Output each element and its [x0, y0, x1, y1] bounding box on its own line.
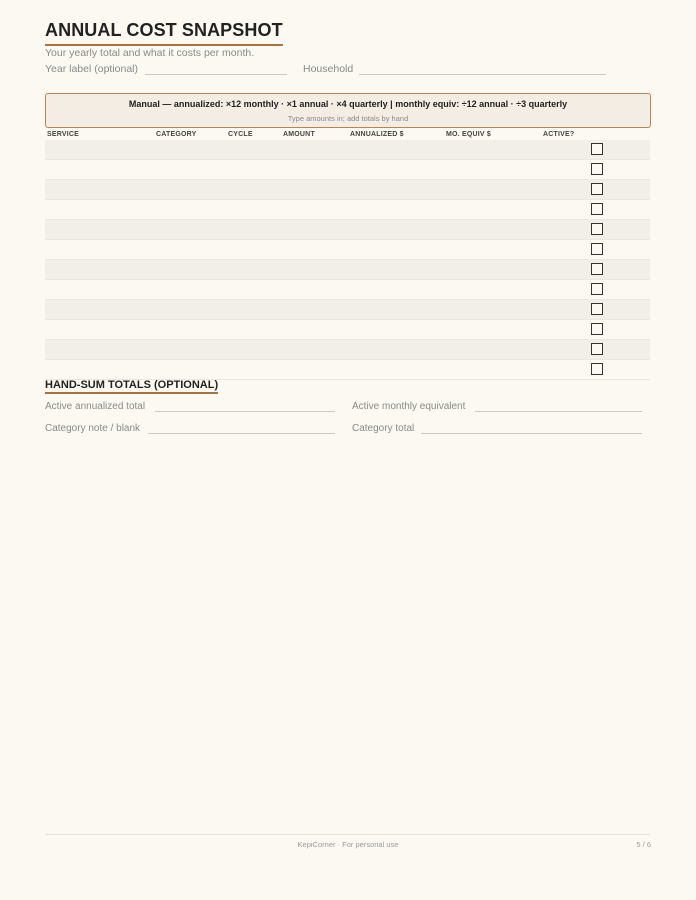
table-row [45, 140, 650, 160]
table-row [45, 320, 650, 340]
column-header-amount: AMOUNT [283, 131, 315, 138]
active-checkbox[interactable] [591, 143, 603, 155]
table-row [45, 300, 650, 320]
footer-divider [45, 834, 650, 835]
footer-brand: KepiCorner · For personal use [297, 840, 399, 849]
totals-section-title: HAND-SUM TOTALS (OPTIONAL) [45, 379, 218, 394]
table-row [45, 340, 650, 360]
table-row [45, 200, 650, 220]
active-monthly-field[interactable] [475, 411, 642, 412]
active-checkbox[interactable] [591, 343, 603, 355]
active-annualized-field[interactable] [155, 411, 335, 412]
table-row [45, 360, 650, 380]
active-checkbox[interactable] [591, 283, 603, 295]
table-row [45, 220, 650, 240]
active-checkbox[interactable] [591, 183, 603, 195]
year-field[interactable] [145, 74, 287, 75]
banner-instructions: Type amounts in; add totals by hand [287, 114, 409, 123]
active-checkbox[interactable] [591, 263, 603, 275]
column-header-category: CATEGORY [156, 131, 197, 138]
household-field[interactable] [359, 74, 606, 75]
active-checkbox[interactable] [591, 323, 603, 335]
active-checkbox[interactable] [591, 163, 603, 175]
active-checkbox[interactable] [591, 203, 603, 215]
column-header-annualized: ANNUALIZED $ [350, 131, 404, 138]
active-checkbox[interactable] [591, 243, 603, 255]
cost-table [45, 140, 650, 380]
page-number: 5 / 6 [636, 840, 651, 849]
table-row [45, 180, 650, 200]
table-row [45, 160, 650, 180]
banner-formula-text: Manual — annualized: ×12 monthly · ×1 annual · ×4 quarterly | monthly equiv: ÷12 annual · ÷3 quarterly [128, 99, 568, 109]
active-monthly-label: Active monthly equivalent [352, 401, 466, 412]
table-row [45, 260, 650, 280]
formula-banner [45, 93, 651, 128]
column-header-active: ACTIVE? [543, 131, 575, 138]
category-total-label: Category total [352, 423, 415, 434]
active-checkbox[interactable] [591, 363, 603, 375]
table-row [45, 240, 650, 260]
category-total-field[interactable] [421, 433, 642, 434]
category-note-field[interactable] [148, 433, 335, 434]
column-header-cycle: CYCLE [228, 131, 253, 138]
year-label: Year label (optional) [45, 63, 139, 75]
household-label: Household [303, 63, 354, 75]
page-subtitle: Your yearly total and what it costs per month. [45, 47, 255, 59]
active-checkbox[interactable] [591, 223, 603, 235]
table-row [45, 280, 650, 300]
category-note-label: Category note / blank [45, 423, 141, 434]
column-header-service: SERVICE [47, 131, 80, 138]
column-header-mo-equiv: MO. EQUIV $ [446, 131, 491, 138]
page-title: ANNUAL COST SNAPSHOT [45, 20, 283, 46]
active-annualized-label: Active annualized total [45, 401, 146, 412]
active-checkbox[interactable] [591, 303, 603, 315]
